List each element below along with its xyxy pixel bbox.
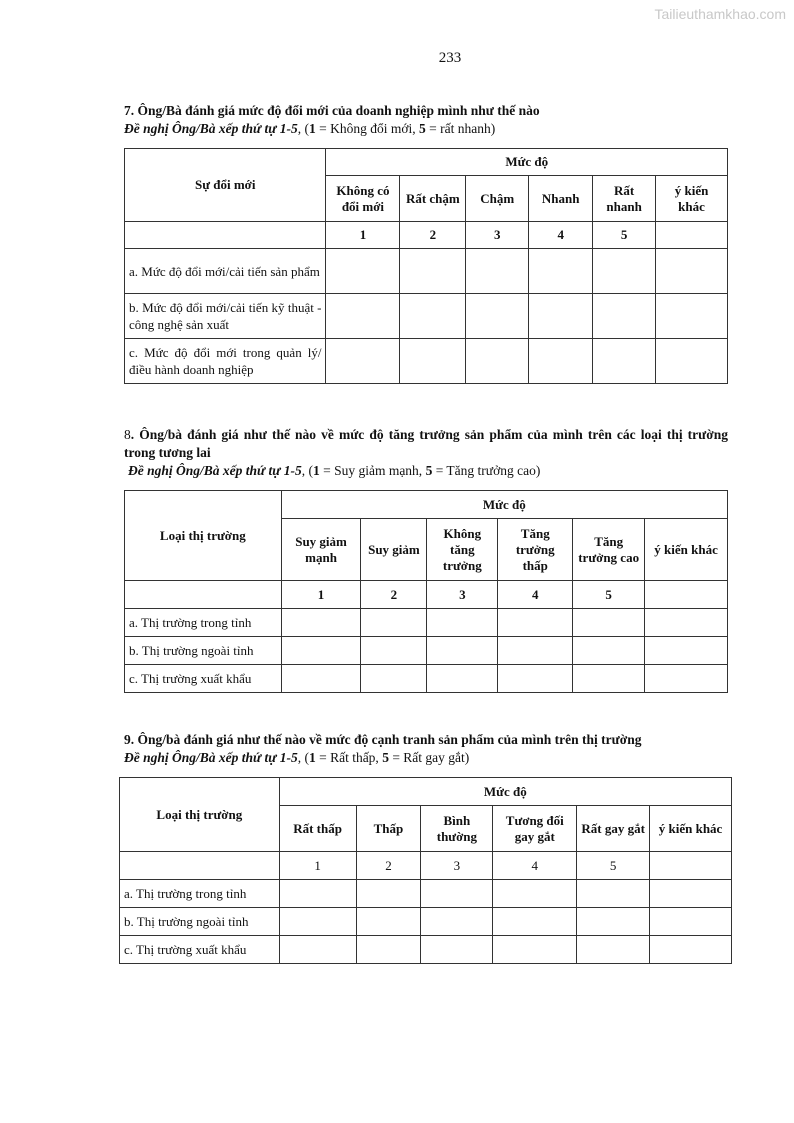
column-header: Không tăng trưởng (427, 519, 498, 581)
empty-cell (120, 852, 280, 880)
table-row (125, 294, 728, 339)
table-row (125, 665, 728, 693)
answer-cell[interactable] (645, 637, 728, 665)
column-header: Bình thường (421, 806, 493, 852)
answer-cell[interactable] (421, 936, 493, 964)
column-header: ý kiến khác (645, 519, 728, 581)
empty-cell (656, 222, 728, 249)
empty-cell (645, 581, 728, 609)
answer-cell[interactable] (577, 880, 650, 908)
row-label: a. Mức độ đổi mới/cải tiến sản phẩm (125, 249, 326, 294)
answer-cell[interactable] (361, 665, 427, 693)
answer-cell[interactable] (493, 908, 577, 936)
answer-cell[interactable] (279, 880, 356, 908)
answer-cell[interactable] (279, 908, 356, 936)
row-header: Loại thị trường (125, 491, 282, 581)
table-row (120, 908, 732, 936)
table-row (125, 339, 728, 384)
answer-cell[interactable] (529, 339, 593, 384)
scale-number: 2 (400, 222, 466, 249)
column-header: Tăng trưởng cao (573, 519, 645, 581)
answer-cell[interactable] (427, 665, 498, 693)
answer-cell[interactable] (498, 609, 573, 637)
answer-cell[interactable] (326, 339, 400, 384)
scale-number: 1 (279, 852, 356, 880)
answer-cell[interactable] (466, 294, 529, 339)
scale-number: 5 (573, 581, 645, 609)
question-8-instruction: Đề nghị Ông/Bà xếp thứ tự 1-5, (1 = Suy giảm mạnh, 5 = Tăng trưởng cao) (128, 463, 541, 478)
answer-cell[interactable] (573, 665, 645, 693)
table-row (120, 936, 732, 964)
answer-cell[interactable] (279, 936, 356, 964)
answer-cell[interactable] (356, 880, 421, 908)
column-header: Chậm (466, 176, 529, 222)
answer-cell[interactable] (529, 249, 593, 294)
answer-cell[interactable] (593, 294, 656, 339)
answer-cell[interactable] (361, 609, 427, 637)
answer-cell[interactable] (400, 339, 466, 384)
answer-cell[interactable] (493, 936, 577, 964)
column-header: Rất thấp (279, 806, 356, 852)
column-header: Rất chậm (400, 176, 466, 222)
scale-number: 5 (577, 852, 650, 880)
answer-cell[interactable] (650, 880, 732, 908)
page-number: 233 (438, 50, 462, 66)
answer-cell[interactable] (356, 936, 421, 964)
scale-number: 2 (356, 852, 421, 880)
empty-cell (650, 852, 732, 880)
answer-cell[interactable] (498, 637, 573, 665)
answer-cell[interactable] (577, 908, 650, 936)
answer-cell[interactable] (466, 339, 529, 384)
watermark: Tailieuthamkhao.com (654, 6, 786, 22)
answer-cell[interactable] (645, 609, 728, 637)
group-header: Mức độ (281, 491, 727, 519)
row-label: b. Thị trường ngoài tỉnh (120, 908, 280, 936)
column-header: ý kiến khác (650, 806, 732, 852)
row-label: a. Thị trường trong tỉnh (120, 880, 280, 908)
question-7-table (124, 148, 728, 384)
answer-cell[interactable] (656, 339, 728, 384)
answer-cell[interactable] (650, 908, 732, 936)
answer-cell[interactable] (421, 908, 493, 936)
answer-cell[interactable] (498, 665, 573, 693)
scale-number: 3 (427, 581, 498, 609)
row-label: a. Thị trường trong tỉnh (125, 609, 282, 637)
answer-cell[interactable] (573, 637, 645, 665)
scale-number: 3 (421, 852, 493, 880)
answer-cell[interactable] (656, 249, 728, 294)
answer-cell[interactable] (529, 294, 593, 339)
question-7-section (124, 102, 728, 384)
row-header: Loại thị trường (120, 778, 280, 852)
answer-cell[interactable] (427, 637, 498, 665)
column-header: Nhanh (529, 176, 593, 222)
answer-cell[interactable] (427, 609, 498, 637)
question-9-section (119, 731, 732, 964)
scale-number: 5 (593, 222, 656, 249)
column-header: Tăng trưởng thấp (498, 519, 573, 581)
answer-cell[interactable] (593, 339, 656, 384)
answer-cell[interactable] (493, 880, 577, 908)
column-header: Thấp (356, 806, 421, 852)
table-row (125, 249, 728, 294)
answer-cell[interactable] (400, 249, 466, 294)
answer-cell[interactable] (645, 665, 728, 693)
scale-number: 4 (498, 581, 573, 609)
answer-cell[interactable] (577, 936, 650, 964)
empty-cell (125, 222, 326, 249)
question-8-title: 8. Ông/bà đánh giá như thế nào về mức độ tăng trưởng sản phẩm của mình trên các loại thị trường trong tương lai (124, 427, 728, 460)
answer-cell[interactable] (326, 249, 400, 294)
answer-cell[interactable] (326, 294, 400, 339)
row-label: c. Mức độ đổi mới trong quản lý/điều hành doanh nghiệp (125, 339, 326, 384)
column-header: ý kiến khác (656, 176, 728, 222)
question-8-section (124, 426, 728, 693)
answer-cell[interactable] (361, 637, 427, 665)
question-9-table (119, 777, 732, 964)
row-header: Sự đổi mới (125, 149, 326, 222)
question-7-title: 7. Ông/Bà đánh giá mức độ đổi mới của doanh nghiệp mình như thế nào (124, 103, 540, 118)
answer-cell[interactable] (281, 637, 361, 665)
table-row (120, 880, 732, 908)
scale-number: 4 (529, 222, 593, 249)
answer-cell[interactable] (650, 936, 732, 964)
scale-number: 2 (361, 581, 427, 609)
answer-cell[interactable] (573, 609, 645, 637)
question-9-instruction: Đề nghị Ông/Bà xếp thứ tự 1-5, (1 = Rất thấp, 5 = Rất gay gắt) (124, 750, 470, 765)
scale-number: 4 (493, 852, 577, 880)
column-header: Không có đổi mới (326, 176, 400, 222)
scale-number: 1 (326, 222, 400, 249)
group-header: Mức độ (326, 149, 728, 176)
answer-cell[interactable] (400, 294, 466, 339)
column-header: Suy giảm mạnh (281, 519, 361, 581)
column-header: Rất nhanh (593, 176, 656, 222)
question-9-title: 9. Ông/bà đánh giá như thế nào về mức độ cạnh tranh sản phẩm của mình trên thị trường (124, 732, 642, 747)
empty-cell (125, 581, 282, 609)
answer-cell[interactable] (421, 880, 493, 908)
scale-number: 1 (281, 581, 361, 609)
scale-number: 3 (466, 222, 529, 249)
answer-cell[interactable] (593, 249, 656, 294)
table-row (125, 637, 728, 665)
question-7-instruction: Đề nghị Ông/Bà xếp thứ tự 1-5, (1 = Không đổi mới, 5 = rất nhanh) (124, 121, 496, 136)
group-header: Mức độ (279, 778, 731, 806)
answer-cell[interactable] (356, 908, 421, 936)
answer-cell[interactable] (281, 609, 361, 637)
column-header: Tương đối gay gắt (493, 806, 577, 852)
answer-cell[interactable] (656, 294, 728, 339)
row-label: b. Thị trường ngoài tỉnh (125, 637, 282, 665)
row-label: c. Thị trường xuất khẩu (120, 936, 280, 964)
row-label: b. Mức độ đổi mới/cải tiến kỹ thuật - công nghệ sản xuất (125, 294, 326, 339)
answer-cell[interactable] (281, 665, 361, 693)
column-header: Suy giảm (361, 519, 427, 581)
question-8-table (124, 490, 728, 693)
row-label: c. Thị trường xuất khẩu (125, 665, 282, 693)
table-row (125, 609, 728, 637)
answer-cell[interactable] (466, 249, 529, 294)
column-header: Rất gay gắt (577, 806, 650, 852)
